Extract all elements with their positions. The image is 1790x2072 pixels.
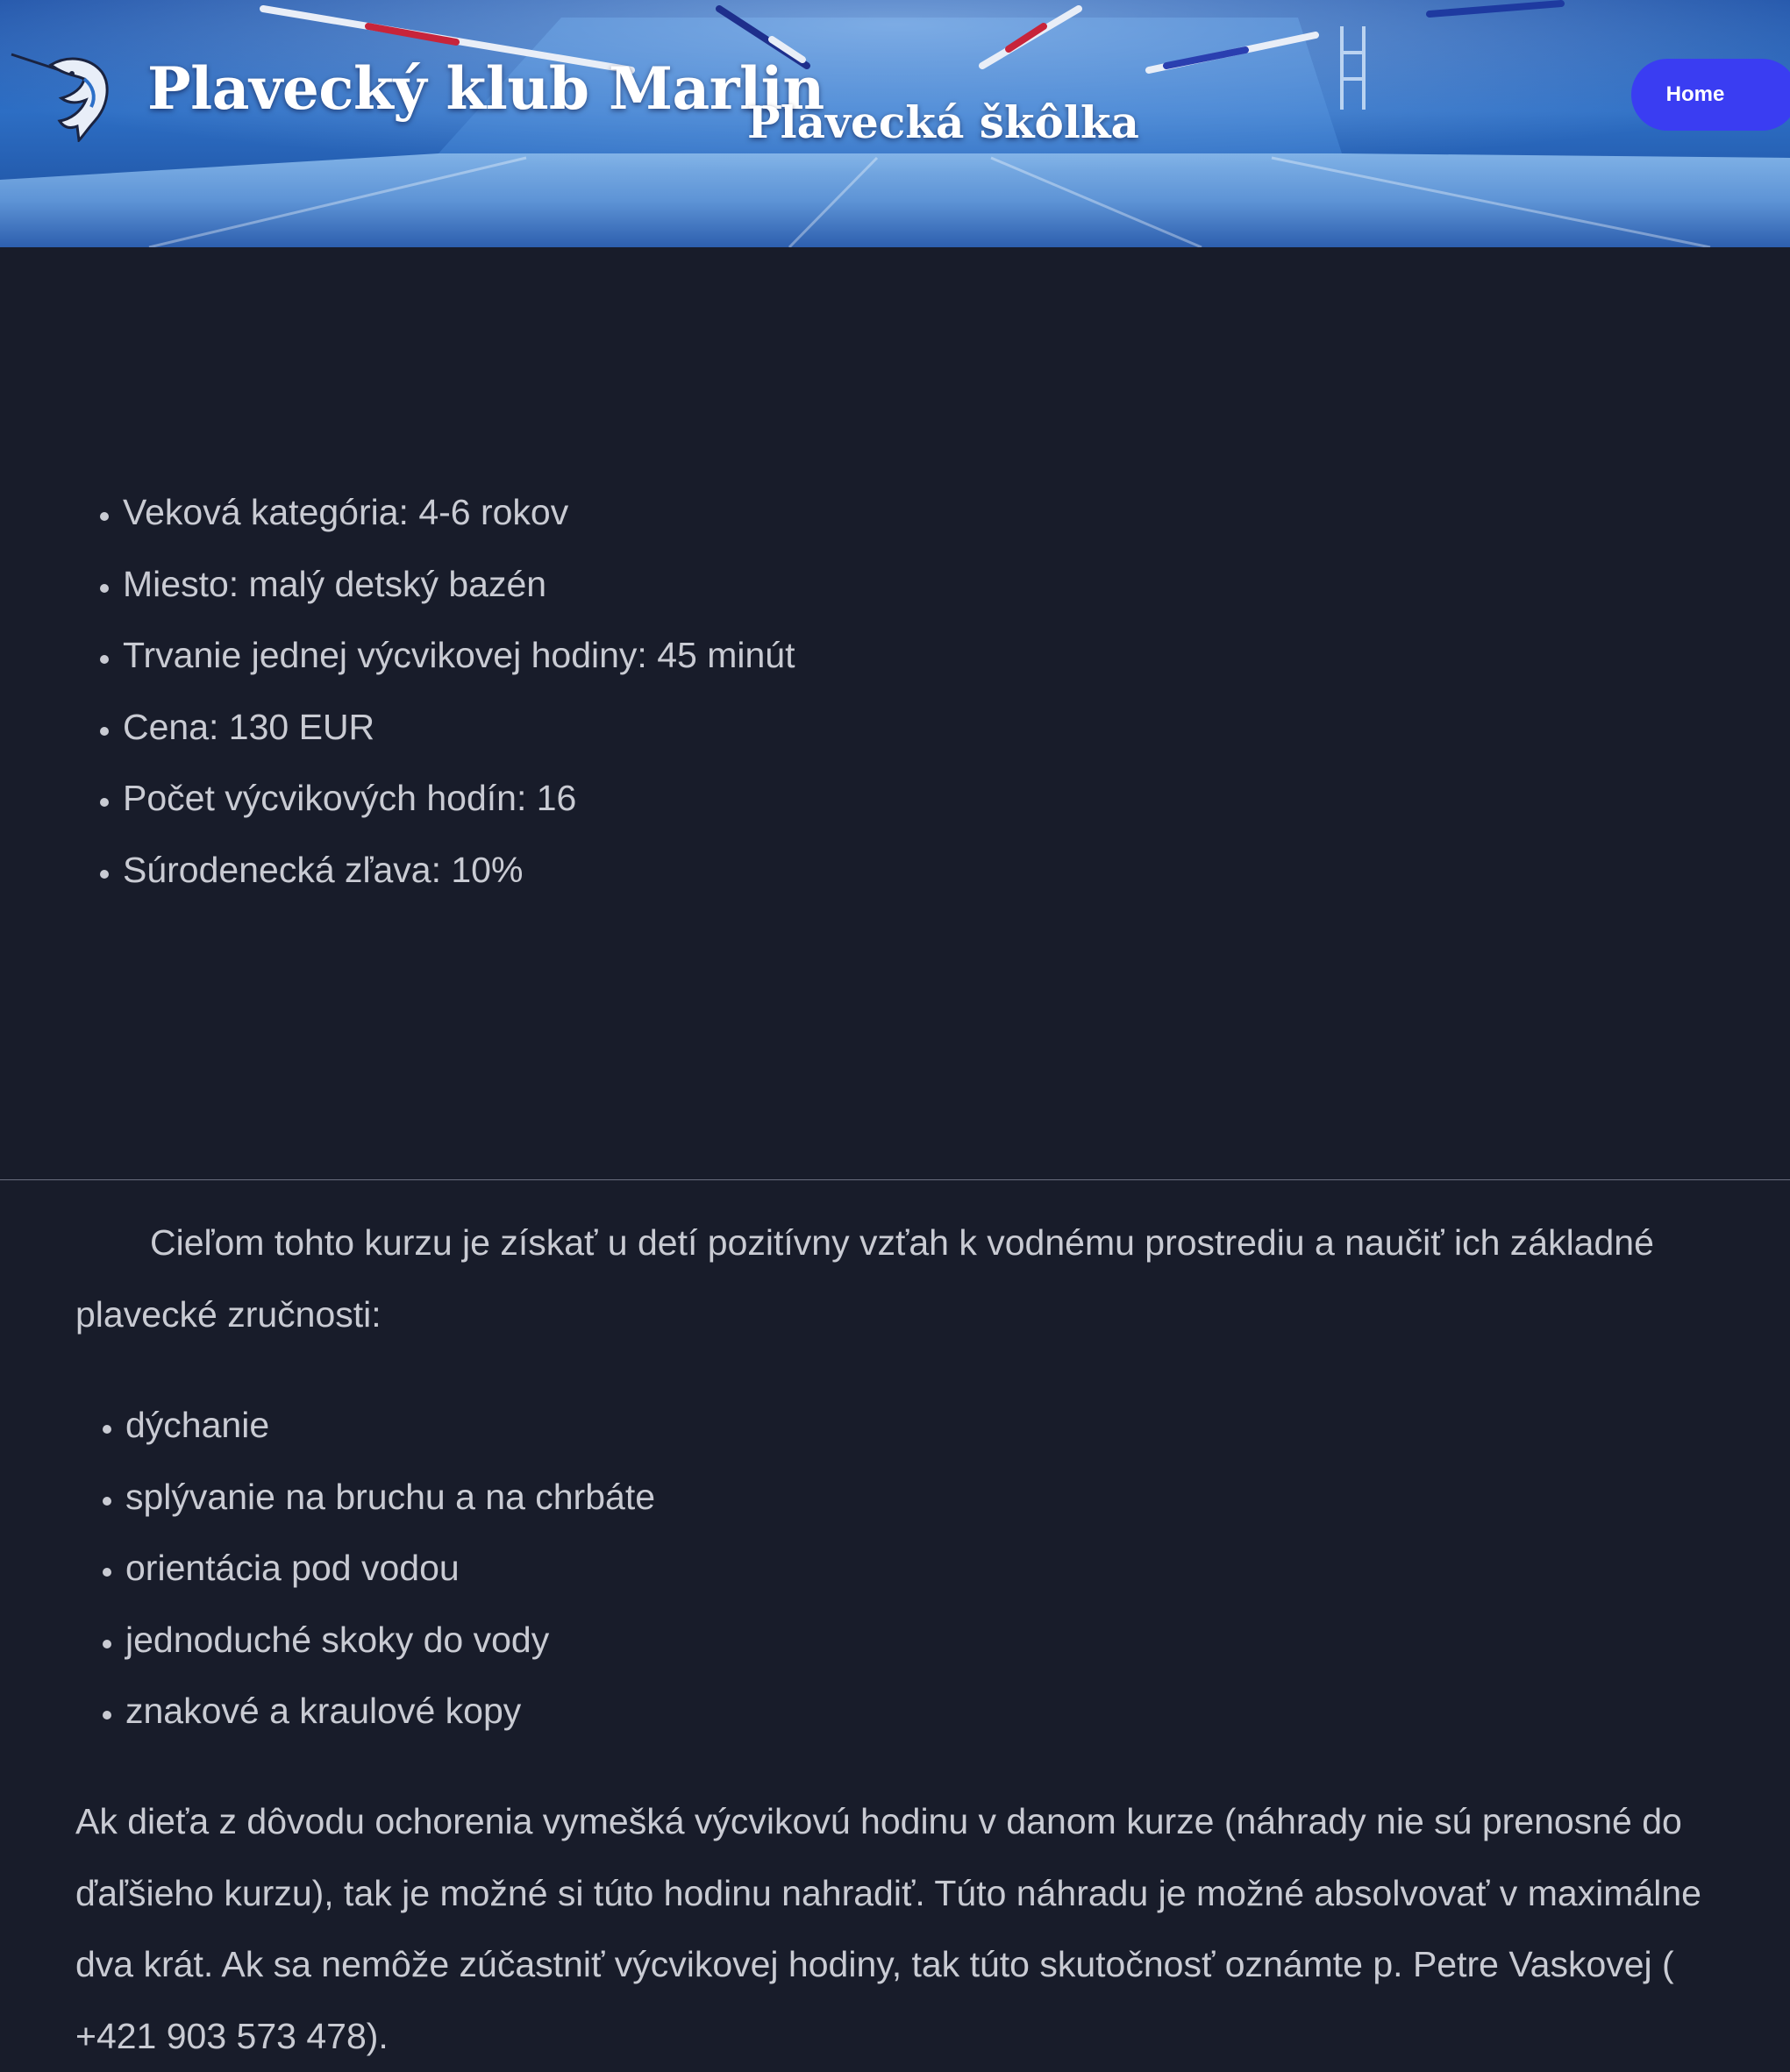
page-title: Plavecká škôlka — [747, 96, 1139, 148]
list-item-skill: • orientácia pod vodou — [125, 1533, 655, 1605]
list-item-skill: • znakové a kraulové kopy — [125, 1676, 655, 1748]
site-header — [0, 0, 1790, 247]
list-item-lesson-count: • Počet výcvikových hodín: 16 — [123, 763, 795, 835]
list-item-place: • Miesto: malý detský bazén — [123, 549, 795, 621]
main-content — [0, 247, 1790, 2056]
course-intro-paragraph: Cieľom tohto kurzu je získať u detí pozitívny vzťah k vodnému prostrediu a naučiť ich základné plavecké zručnosti: — [75, 1222, 1654, 1335]
list-item-skill: • dýchanie — [125, 1390, 655, 1462]
course-info-list — [123, 477, 795, 906]
site-title[interactable]: Plavecký klub Marlin — [147, 54, 824, 123]
list-item-skill: • jednoduché skoky do vody — [125, 1605, 655, 1677]
makeup-lesson-note: Ak dieťa z dôvodu ochorenia vymešká výcvikovú hodinu v danom kurze (náhrady nie sú prenosné do ďaľšieho kurzu), tak je možné si túto hodinu nahradiť. Túto náhradu je možné absolvovať v maximálne dva krát. Ak sa nemôže zúčastniť výcvikovej hodiny, tak túto skutočnosť oznámte p. Petre Vaskovej ( +421 903 573 478). — [75, 1801, 1701, 2056]
list-item-skill: • splývanie na bruchu a na chrbáte — [125, 1462, 655, 1534]
list-item-duration: • Trvanie jednej výcvikovej hodiny: 45 minút — [123, 620, 795, 692]
list-item-sibling-discount: • Súrodenecká zľava: 10% — [123, 835, 795, 907]
list-item-price: • Cena: 130 EUR — [123, 692, 795, 764]
section-divider — [0, 1179, 1790, 1180]
marlin-fish-icon — [7, 46, 112, 142]
skills-list — [125, 1390, 655, 1748]
list-item-age: • Veková kategória: 4-6 rokov — [123, 477, 795, 549]
home-button[interactable]: Home — [1631, 59, 1790, 131]
